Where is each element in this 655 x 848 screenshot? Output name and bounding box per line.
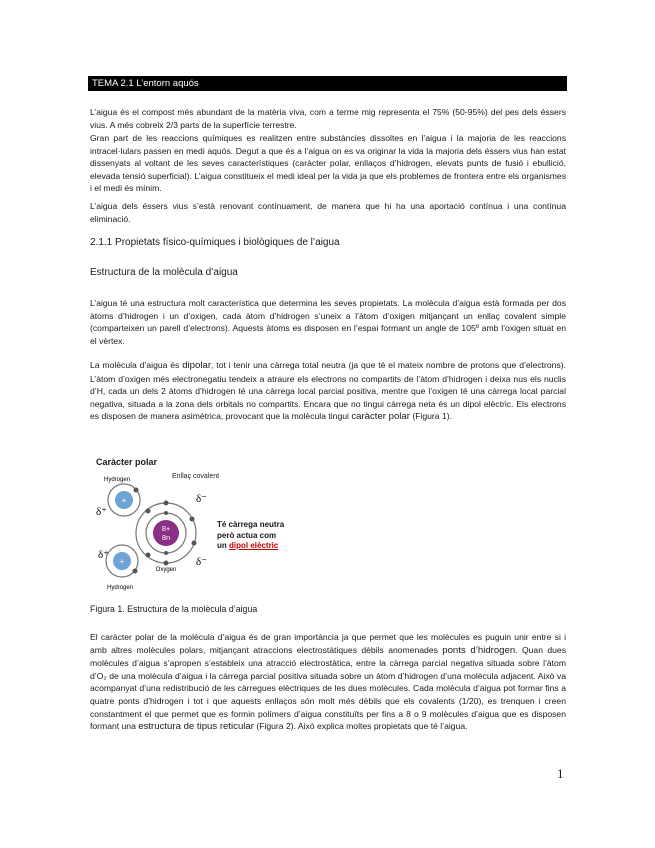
electron-dot xyxy=(134,488,139,493)
electron-dot xyxy=(133,569,138,574)
section-title: 2.1.1 Propietats físico-químiques i biològiques de l’aigua xyxy=(90,237,340,248)
hydrogen-bottom-label: Hydrogen xyxy=(107,585,134,591)
page-number: 1 xyxy=(557,766,564,781)
delta-plus-bottom: δ⁺ xyxy=(98,549,109,561)
dipole-text-1: La molècula d’aigua és xyxy=(90,360,183,370)
dipole-paragraph xyxy=(90,359,566,424)
hydrogen-top-label: Hydrogen xyxy=(104,477,131,483)
dipole-text-2: , tot i tenir una càrrega total neutra (ja que té el mateix nombre de protons que d’electrons). L’àtom d’oxigen més electronegatiu tendeix a atraure els electrons no compartits de l’àtom d’hidrogen i deixa nus els nuclis d’H, cada un dels 2 àtoms d’hidrogen té una càrrega local parcial positiva, mentre que l’oxigen té una càrrega local parcial negativa, situada a la zona dels orbitals no compartits. Encara que no tingui càrrega neta és un dipol elèctric. Els electrons es disposen de manera asimètrica, provocant que la molècula tingui xyxy=(90,360,566,422)
electron-dot xyxy=(164,501,169,506)
note-line-2: però actua com xyxy=(217,530,277,540)
intro-paragraph-3: L’aigua dels éssers vius s’està renovant contínuament, de manera que hi ha una aportació contínua i una contínua eliminació. xyxy=(90,201,566,224)
electron-dot xyxy=(190,517,195,522)
oxygen-neutrons: 8n xyxy=(161,533,171,542)
intro-paragraph-1: L’aigua és el compost més abundant de la matèria viva, com a terme mig representa el 75% (50-95%) del pes dels éssers vius. A més cobreix 2/3 parts de la superfície terrestre. xyxy=(90,107,566,130)
electron-dot xyxy=(164,511,168,515)
delta-plus-top: δ⁺ xyxy=(96,506,107,518)
delta-minus-top: δ⁻ xyxy=(196,493,207,505)
hydrogen-bond-paragraph xyxy=(90,631,566,734)
note-line-3 xyxy=(217,541,284,552)
note-prefix: un xyxy=(217,541,229,550)
hbond-text-3: (Figura 2). Això explica moltes propietats que té l’aigua. xyxy=(253,721,468,732)
oxygen-label: Oxygen xyxy=(155,567,177,573)
intro-paragraph-2: Gran part de les reaccions químiques es realitzen entre substàncies dissoltes en l’aigua i la majoria de les reaccions intracel·lulars passen en medi aquós. Degut a que és a l’aigua on es va originar la vida la majoria dels éssers vius han estat dissenyats al voltant de les seves característiques (caràcter polar, enllaços d’hidrogen, elevats punts de fusió i ebullició, elevada tensió superficial). L’aigua constitueix el medi ideal per la vida ja que els problemes de frontera entre els organismes i el medi és mínim. xyxy=(90,133,566,194)
dipole-note xyxy=(217,520,284,552)
dipole-text-3: (Figura 1). xyxy=(409,411,452,422)
hbond-text-2: . Quan dues molècules d’aigua s’apropen s’estableix una atracció electrostàtica, entre la càrrega parcial negativa situada sobre l’àtom d’O₂ de una molècula d’aigua i la càrrega parcial positiva situada sobre un àtom d’hidrogen d’una molècula adjacent. Això va acompanyat d’una redistribució de les càrregues elèctriques de les dues molècules. Cada molècula d’aigua pot formar fins a quatre ponts d’hidrogen i tot i que aquests enllaços són molt més dèbils que els covalents (1/20), es trenquen i creen constantment el que permet que es formin polímers d’aigua constituïts per fins a 8 o 9 molècules d’aigua que es disposen formant una xyxy=(90,644,566,732)
electron-dot xyxy=(146,553,151,558)
dipol-link[interactable]: dipol elèctric xyxy=(229,541,279,550)
note-line-1: Té càrrega neutra xyxy=(217,520,285,529)
figure-caption: Figura 1. Estructura de la molècula d’aigua xyxy=(90,604,258,614)
hydrogen-bonds-term: ponts d’hidrogen xyxy=(442,644,516,656)
delta-minus-bottom: δ⁻ xyxy=(196,556,207,568)
oxygen-protons: 8+ xyxy=(161,524,171,533)
electron-dot xyxy=(146,509,151,514)
electron-dot xyxy=(164,551,168,555)
electron-dot xyxy=(192,541,197,546)
figure-title: Caràcter polar xyxy=(96,457,158,467)
polar-term: caràcter polar xyxy=(351,411,410,423)
hydrogen-top-proton: + xyxy=(121,496,127,505)
structure-paragraph: L’aigua té una estructura molt característica que determina les seves propietats. La molècula d’aigua està formada per dos àtoms d’hidrogen i un d’oxigen, cada àtom d’hidrogen s’uneix a l’àtom d’oxigen mitjançant un enllaç covalent simple (comparteixen un parell d’electrons). Aquests àtoms es disposen en l’espai formant un angle de 105º amb l’oxigen situat en el vèrtex. xyxy=(90,298,566,346)
reticular-structure-term: estructura de tipus reticular xyxy=(138,721,254,733)
dipolar-term: dipolar xyxy=(182,360,212,371)
covalent-bond-label: Enllaç covalent xyxy=(172,473,220,480)
water-molecule-diagram xyxy=(92,457,220,597)
hbond-text-1: El caràcter polar de la molècula d’aigua és de gran importància ja que permet que les molècules es puguin unir entre si i amb altres molècules polars, mitjançant atraccions electrostàtiques dèbils anomenades xyxy=(90,632,566,655)
subsection-title: Estructura de la molècula d’aigua xyxy=(90,267,238,278)
chapter-header: TEMA 2.1 L’entorn aquós xyxy=(88,76,567,91)
electron-dot xyxy=(164,561,169,566)
hydrogen-bottom-proton: + xyxy=(119,557,125,566)
figure-1 xyxy=(92,457,332,597)
